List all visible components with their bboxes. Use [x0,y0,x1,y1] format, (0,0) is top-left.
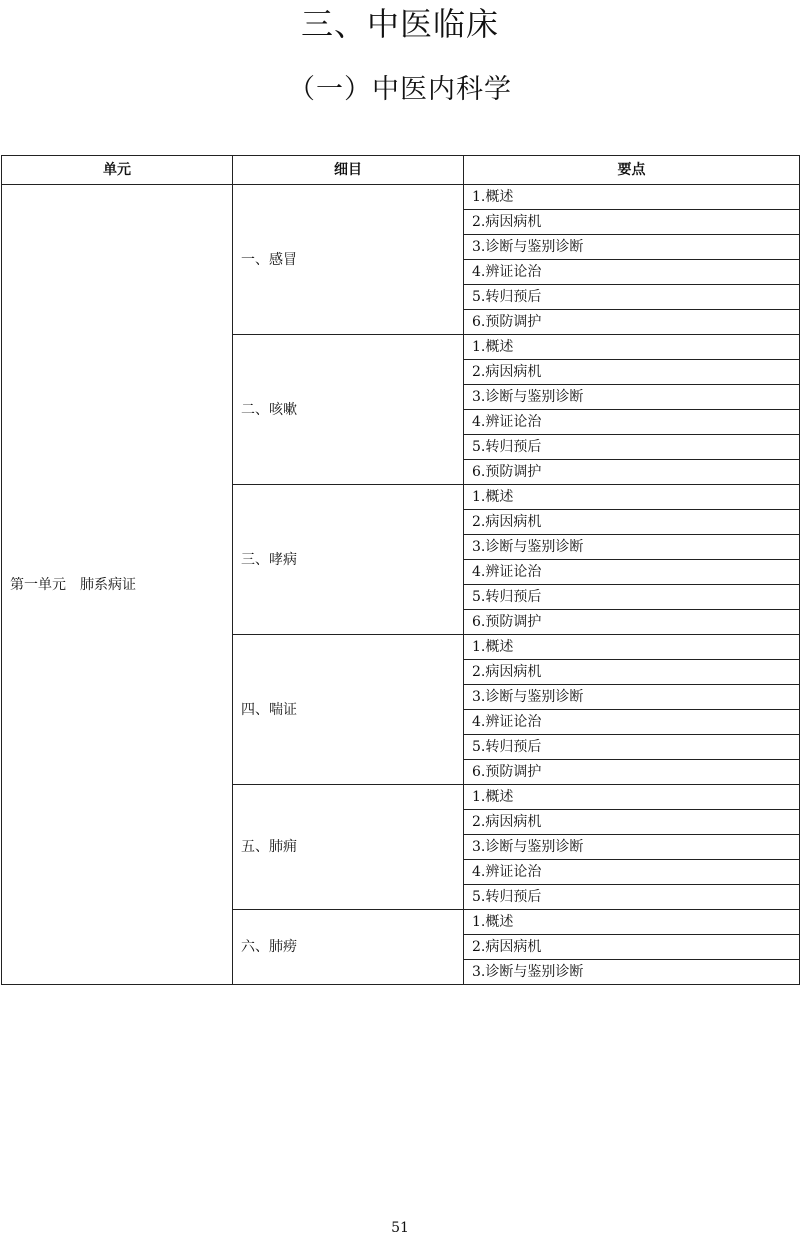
point-cell: 3.诊断与鉴别诊断 [464,685,800,710]
point-cell: 2.病因病机 [464,360,800,385]
point-cell: 4.辨证论治 [464,410,800,435]
point-cell: 4.辨证论治 [464,260,800,285]
point-cell: 6.预防调护 [464,460,800,485]
point-cell: 6.预防调护 [464,760,800,785]
unit-cell: 第一单元 肺系病证 [2,185,233,985]
item-cell: 二、咳嗽 [233,335,464,485]
point-cell: 5.转归预后 [464,735,800,760]
point-cell: 6.预防调护 [464,310,800,335]
item-cell: 六、肺痨 [233,910,464,985]
point-cell: 1.概述 [464,910,800,935]
point-cell: 3.诊断与鉴别诊断 [464,835,800,860]
point-cell: 2.病因病机 [464,210,800,235]
point-cell: 3.诊断与鉴别诊断 [464,535,800,560]
point-cell: 3.诊断与鉴别诊断 [464,960,800,985]
point-cell: 5.转归预后 [464,885,800,910]
section-heading: 三、中医临床 [300,5,499,43]
item-cell: 五、肺痈 [233,785,464,910]
page-number: 51 [391,1220,409,1236]
table-header-row [2,156,800,185]
item-cell: 四、喘证 [233,635,464,785]
point-cell: 2.病因病机 [464,510,800,535]
header-points: 要点 [464,156,800,185]
item-cell: 一、感冒 [233,185,464,335]
point-cell: 5.转归预后 [464,435,800,460]
point-cell: 4.辨证论治 [464,860,800,885]
subsection-heading: （一）中医内科学 [288,74,512,105]
point-cell: 1.概述 [464,335,800,360]
point-cell: 1.概述 [464,785,800,810]
syllabus-table [1,155,800,985]
point-cell: 3.诊断与鉴别诊断 [464,385,800,410]
point-cell: 1.概述 [464,635,800,660]
header-item: 细目 [233,156,464,185]
table-row [2,185,800,210]
point-cell: 5.转归预后 [464,285,800,310]
point-cell: 3.诊断与鉴别诊断 [464,235,800,260]
point-cell: 1.概述 [464,485,800,510]
table-body [2,185,800,985]
point-cell: 5.转归预后 [464,585,800,610]
point-cell: 2.病因病机 [464,810,800,835]
point-cell: 1.概述 [464,185,800,210]
point-cell: 6.预防调护 [464,610,800,635]
point-cell: 2.病因病机 [464,660,800,685]
item-cell: 三、哮病 [233,485,464,635]
header-unit: 单元 [2,156,233,185]
point-cell: 2.病因病机 [464,935,800,960]
point-cell: 4.辨证论治 [464,710,800,735]
point-cell: 4.辨证论治 [464,560,800,585]
